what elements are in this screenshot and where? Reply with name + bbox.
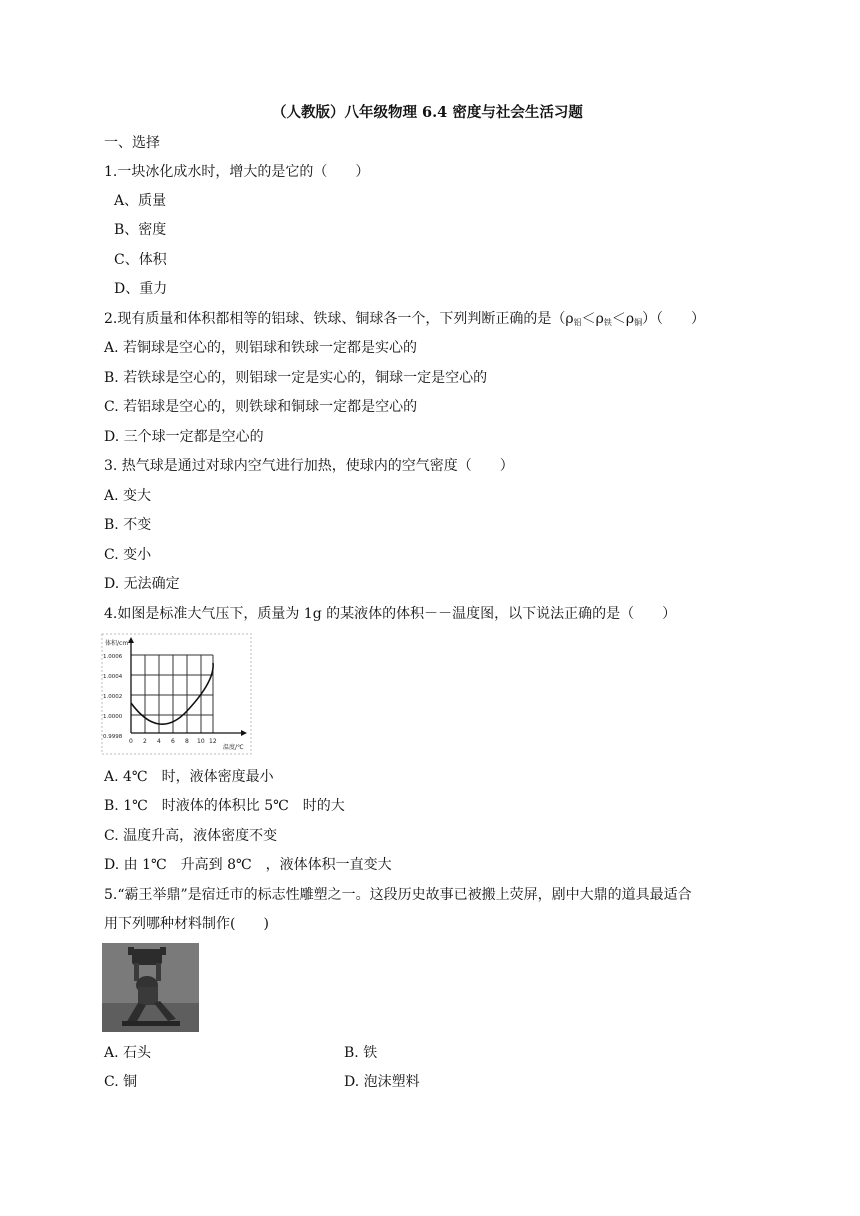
question-3-option-d: D. 无法确定 xyxy=(104,576,180,592)
x-tick-label: 0 xyxy=(129,738,133,745)
question-3-stem: 3. 热气球是通过对球内空气进行加热，使球内的空气密度（ ） xyxy=(104,458,514,474)
x-tick-label: 8 xyxy=(185,738,189,745)
subscript-aluminum: 铝 xyxy=(573,318,582,327)
x-tick-label: 4 xyxy=(157,738,161,745)
subscript-copper: 铜 xyxy=(634,318,643,327)
statue-photo xyxy=(102,943,199,1032)
question-2-option-d: D. 三个球一定都是空心的 xyxy=(104,429,264,445)
question-1-option-a: A、质量 xyxy=(114,193,167,209)
question-2-option-b: B. 若铁球是空心的，则铝球一定是实心的，铜球一定是空心的 xyxy=(104,370,488,386)
volume-temperature-graph xyxy=(101,633,252,755)
question-5-stem-line1: 5.“霸王举鼎”是宿迁市的标志性雕塑之一。这段历史故事已被搬上荧屏，剧中大鼎的道具最适合 xyxy=(104,887,692,903)
question-1-option-c: C、体积 xyxy=(114,252,167,268)
question-2-option-a: A. 若铜球是空心的，则铝球和铁球一定都是实心的 xyxy=(104,340,418,356)
question-5-option-a: A. 石头 xyxy=(104,1045,152,1061)
question-3-option-c: C. 变小 xyxy=(104,547,152,563)
x-tick-label: 6 xyxy=(171,738,175,745)
question-5-option-b: B. 铁 xyxy=(344,1045,378,1061)
question-5-option-d: D. 泡沫塑料 xyxy=(344,1074,420,1090)
x-tick-label: 2 xyxy=(143,738,147,745)
y-axis-label: 体积/cm³ xyxy=(105,640,131,647)
question-2-stem-mid2: ＜ρ xyxy=(611,311,635,327)
question-2-stem-mid1: ＜ρ xyxy=(581,311,604,327)
y-tick-label: 0.9998 xyxy=(103,734,123,740)
question-4-option-a: A. 4℃ 时，液体密度最小 xyxy=(104,769,274,785)
question-5-stem-line2: 用下列哪种材料制作( ) xyxy=(104,916,269,932)
x-tick-label: 10 xyxy=(197,738,205,745)
section-heading: 一、选择 xyxy=(104,135,160,151)
question-1-stem: 1.一块冰化成水时，增大的是它的（ ） xyxy=(104,164,370,180)
y-tick-label: 1.0002 xyxy=(103,694,123,700)
question-2-stem-pre: 2.现有质量和体积都相等的铝球、铁球、铜球各一个，下列判断正确的是（ρ xyxy=(104,311,574,327)
question-4-option-c: C. 温度升高，液体密度不变 xyxy=(104,828,278,844)
question-2-stem-post: ）（ ） xyxy=(642,311,706,327)
x-axis-label: 温度/℃ xyxy=(223,744,244,751)
x-tick-labels xyxy=(129,738,217,745)
x-tick-label: 12 xyxy=(209,738,217,745)
question-1-option-b: B、密度 xyxy=(114,222,167,238)
y-tick-label: 1.0006 xyxy=(103,654,123,660)
y-tick-label: 1.0004 xyxy=(103,674,123,680)
page-title: （人教版）八年级物理 6.4 密度与社会生活习题 xyxy=(272,104,583,121)
y-tick-label: 1.0000 xyxy=(103,714,123,720)
question-3-option-b: B. 不变 xyxy=(104,517,152,533)
question-4-option-d: D. 由 1℃ 升高到 8℃ ，液体体积一直变大 xyxy=(104,857,392,873)
graph-background xyxy=(101,633,252,755)
subscript-iron: 铁 xyxy=(603,318,612,327)
question-4-stem: 4.如图是标准大气压下，质量为 1g 的某液体的体积－－温度图，以下说法正确的是（ ） xyxy=(104,606,677,622)
statue-figure-icon xyxy=(102,943,199,1032)
question-3-option-a: A. 变大 xyxy=(104,488,152,504)
question-2-option-c: C. 若铝球是空心的，则铁球和铜球一定都是空心的 xyxy=(104,399,418,415)
question-1-option-d: D、重力 xyxy=(114,281,168,297)
question-2-stem xyxy=(104,309,705,333)
question-5-option-c: C. 铜 xyxy=(104,1074,138,1090)
question-4-option-b: B. 1℃ 时液体的体积比 5℃ 时的大 xyxy=(104,798,345,814)
